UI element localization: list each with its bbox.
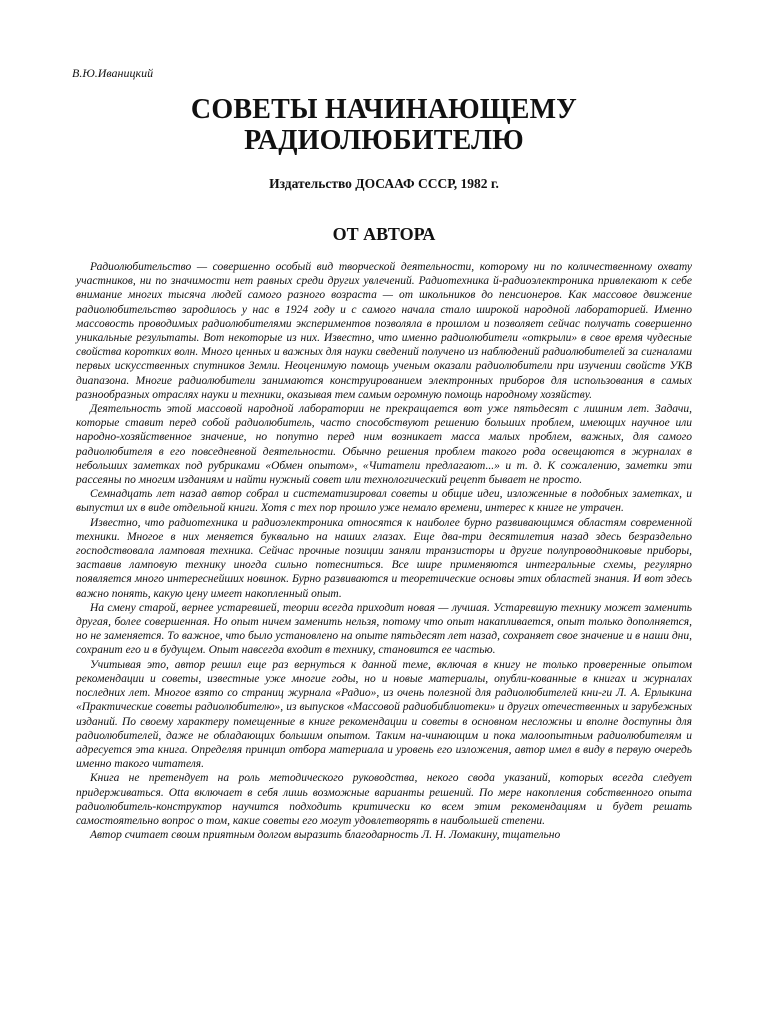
paragraph: Деятельность этой массовой народной лаборатории не прекращается вот уже пятьдесят с лишним лет. Задачи, которые ставит перед собой радиолюбитель, часто способствуют решению больших проблем, имеющих научное или народно-хозяйственное значение, но попутно перед ним возникает масса малых проблем, важных, для самого радиолюбителя в его повседневной деятельности. Обычно решения проблем такого рода освещаются в журналах в небольших заметках под рубриками «Обмен опытом», «Читатели предлагают...» и т. д. К сожалению, заметки эти рассеяны по многим изданиям и найти нужный совет или технологический рецепт бывает не просто.: [76, 403, 692, 487]
paragraph: Радиолюбительство — совершенно особый вид творческой деятельности, которому ни по количественному охвату участников, ни по значимости нет равных среди других увлечений. Радиотехника й-радиоэлектроника привлекают к себе внимание многих тысяча людей самого разного возраста — от школьников до пенсионеров. Как массовое движение радиолюбительство зародилось у нас в 1924 году и с самого начала стало широкой народной лабораторией. Именно массовость проводимых радиолюбителями экспериментов позволяла в прошлом и позволяет сейчас получать совершенно уникальные результаты. Вот некоторые из них. Известно, что именно радиолюбители «открыли» в свое время чудесные свойства коротких волн. Много ценных и важных для науки сведений получено из наблюдений радиолюбителей за сигналами первых искусственных спутников Земли. Неоценимую помощь ученым оказали радиолюбители при изучении свойств УКВ диапазона. Многие радиолюбители занимаются конструированием электронных приборов для использования в самых разнообразных отраслях науки и техники, оказывая тем самым огромную помощь народному хозяйству.: [76, 261, 692, 401]
paragraph: Известно, что радиотехника и радиоэлектроника относятся к наиболее бурно развивающимся областям современной техники. Многое в них меняется буквально на наших глазах. Еще два-три десятилетия назад здесь безраздельно господствовала ламповая техника. Сейчас прочные позиции заняли транзисторы и другие полупроводниковые приборы, заставив ламповую технику иногда сильно потесниться. Все шире применяются интегральные схемы, регулярно появляется много интереснейших новинок. Бурно развиваются и теоретические основы этих областей знания. И вот здесь важно понять, какую цену имеет накопленный опыт.: [76, 516, 692, 600]
publisher-line: Издательство ДОСААФ СССР, 1982 г.: [269, 176, 499, 191]
paragraph: Автор считает своим приятным долгом выразить благодарность Л. Н. Ломакину, тщательно: [90, 829, 561, 842]
book-title: [76, 94, 692, 156]
paragraph: Книга не претендует на роль методического руководства, некого свода указаний, которых всегда следует придерживаться. Otta включает в себя лишь возможные варианты решений. По мере накопления собственного опыта радиолюбитель-конструктор научится подходить критически ко всем этим рекомендациям и будет решать самостоятельно вопрос о том, какие советы его могут удовлетворять в наибольшей степени.: [76, 772, 692, 827]
book-title-line-1: СОВЕТЫ НАЧИНАЮЩЕМУ: [190, 94, 578, 125]
paragraph: Семнадцать лет назад автор собрал и систематизировал советы и общие идеи, изложенные в подобных заметках, и выпустил их в виде отдельной книги. Хотя с тех пор прошло уже немало времени, интерес к книге не утрачен.: [76, 488, 692, 515]
book-title-line-2: РАДИОЛЮБИТЕЛЮ: [244, 125, 524, 156]
paragraph: На смену старой, вернее устаревшей, теории всегда приходит новая — лучшая. Устаревшую технику может заменить другая, более совершенная. Но опыт ничем заменить нельзя, потому что опыт накапливается, опыт только дополняется, но не заменяется. То важное, что было установлено на опыте пятьдесят лет назад, сохраняет свое значение и в наши дни, сохранит его и в будущем. Опыт навсегда входит в технику, становится ее частью.: [76, 601, 692, 657]
author-name: В.Ю.Иваницкий: [72, 66, 154, 80]
paragraph: Учитывая это, автор решил еще раз вернуться к данной теме, включая в книгу не только проверенные опытом рекомендации и советы, известные уже многие годы, но и новые материалы, опубли-кованные в книгах и журналах последних лет. Многое взято со страниц журнала «Радио», из очень полезной для радиолюбителей кни-ги Л. А. Ерлыкина «Практические советы радиолюбителю», из выпусков «Массовой радиобиблиотеки» и других отечественных и зарубежных изданий. По своему характеру помещенные в книге рекомендации и советы в основном несложны и вполне доступны для радиолюбителей, даже не обладающих большим опытом. Таким на-чинающим и пока малоопытным радиолюбителям и адресуется эта книга. Определяя принцип отбора материала и уровень его изложения, автор имел в виду в первую очередь именно такого читателя.: [76, 658, 692, 771]
section-heading: ОТ АВТОРА: [332, 224, 436, 244]
body-text: [76, 260, 692, 842]
